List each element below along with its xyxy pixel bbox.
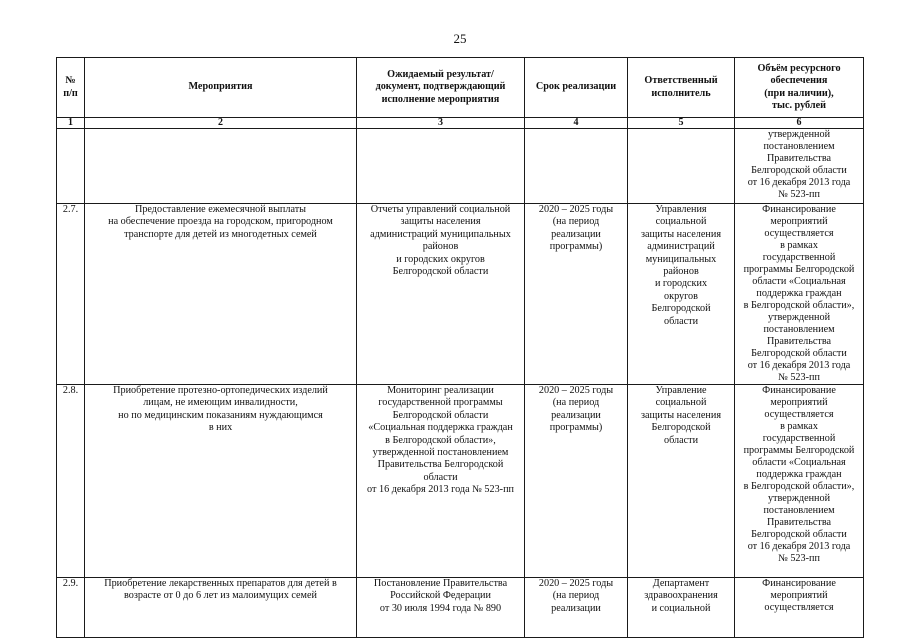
cell-funding-text: Финансирование мероприятий осуществляется (762, 578, 836, 613)
cell-result (357, 204, 525, 385)
header-no-text: № п/п (63, 75, 78, 99)
cell-result (357, 385, 525, 578)
cell-funding (735, 204, 864, 385)
cell-term-text: 2020 – 2025 годы (на период реализации программы) (538, 204, 614, 253)
column-number: 5 (628, 118, 735, 129)
cell-activity (85, 204, 357, 385)
cell-funding-text: Финансирование мероприятий осуществляется в рамках государственной программы Белгородской области «Социальная поддержка граждан в Белгородской области», утвержденной постановлением Правительства Белгородской области от 16 декабря 2013 года № 523-пп (743, 385, 855, 564)
header-result (357, 58, 525, 118)
header-activity-text: Мероприятия (188, 81, 253, 93)
cell-activity-text: Приобретение протезно-ортопедических изделий лицам, не имеющим инвалидности, но по медицинским показаниям нуждающимся в них (113, 385, 328, 434)
header-activity (85, 58, 357, 118)
column-number-row (57, 118, 864, 129)
cell-executor-text: Департамент здравоохранения и социальной (644, 578, 718, 614)
cell-activity (85, 385, 357, 578)
cell-funding-text: Финансирование мероприятий осуществляется в рамках государственной программы Белгородской области «Социальная поддержка граждан в Белгородской области», утвержденной постановлением Правительства Белгородской области от 16 декабря 2013 года № 523-пп (743, 204, 855, 383)
header-term (525, 58, 628, 118)
activities-table (56, 57, 864, 638)
cell-empty (85, 129, 357, 204)
cell-executor (628, 204, 735, 385)
cell-activity (85, 578, 357, 638)
cell-term (525, 204, 628, 385)
column-number: 3 (357, 118, 525, 129)
header-term-text: Срок реализации (535, 81, 617, 93)
cell-result-text: Отчеты управлений социальной защиты населения администраций муниципальных районов и городских округов Белгородской области (370, 204, 511, 278)
cell-no: 2.7. (57, 204, 85, 385)
column-number: 4 (525, 118, 628, 129)
header-funding (735, 58, 864, 118)
cell-result-text: Мониторинг реализации государственной программы Белгородской области «Социальная поддержка граждан в Белгородской области», утвержденной постановлением Правительства Белгородской области от 16 декабря 2013 года № 523-пп (367, 385, 514, 496)
table-row (57, 204, 864, 385)
header-executor-text: Ответственный исполнитель (644, 75, 718, 99)
cell-no: 2.9. (57, 578, 85, 638)
column-number: 6 (735, 118, 864, 129)
cell-funding-text: утвержденной постановлением Правительства Белгородской области от 16 декабря 2013 года № 523-пп (747, 129, 851, 200)
cell-funding (735, 385, 864, 578)
cell-activity-text: Предоставление ежемесячной выплаты на обеспечение проезда на городском, пригородном транспорте для детей из многодетных семей (108, 204, 333, 240)
table-row (57, 578, 864, 638)
table-row-continuation (57, 129, 864, 204)
page-number: 25 (453, 31, 467, 46)
cell-funding (735, 578, 864, 638)
table-row (57, 385, 864, 578)
cell-empty (525, 129, 628, 204)
cell-empty (357, 129, 525, 204)
cell-activity-text: Приобретение лекарственных препаратов для детей в возрасте от 0 до 6 лет из малоимущих семей (104, 578, 337, 602)
cell-term-text: 2020 – 2025 годы (на период реализации программы) (538, 385, 614, 434)
cell-executor-text: Управление социальной защиты населения Белгородской области (640, 385, 722, 446)
header-funding-text: Объём ресурсного обеспечения (при наличии), тыс. рублей (757, 62, 841, 111)
cell-no: 2.8. (57, 385, 85, 578)
cell-executor (628, 578, 735, 638)
column-number: 2 (85, 118, 357, 129)
cell-empty (628, 129, 735, 204)
cell-executor-text: Управления социальной защиты населения администраций муниципальных районов и городских округов Белгородской области (640, 204, 722, 327)
header-no (57, 58, 85, 118)
cell-term-text: 2020 – 2025 годы (на период реализации (538, 578, 614, 614)
cell-term (525, 578, 628, 638)
cell-executor (628, 385, 735, 578)
table-header-row (57, 58, 864, 118)
cell-funding (735, 129, 864, 204)
column-number: 1 (57, 118, 85, 129)
header-executor (628, 58, 735, 118)
cell-result-text: Постановление Правительства Российской Федерации от 30 июля 1994 года № 890 (373, 578, 508, 614)
header-result-text: Ожидаемый результат/ документ, подтверждающий исполнение мероприятия (375, 68, 506, 105)
cell-term (525, 385, 628, 578)
cell-empty (57, 129, 85, 204)
cell-result (357, 578, 525, 638)
